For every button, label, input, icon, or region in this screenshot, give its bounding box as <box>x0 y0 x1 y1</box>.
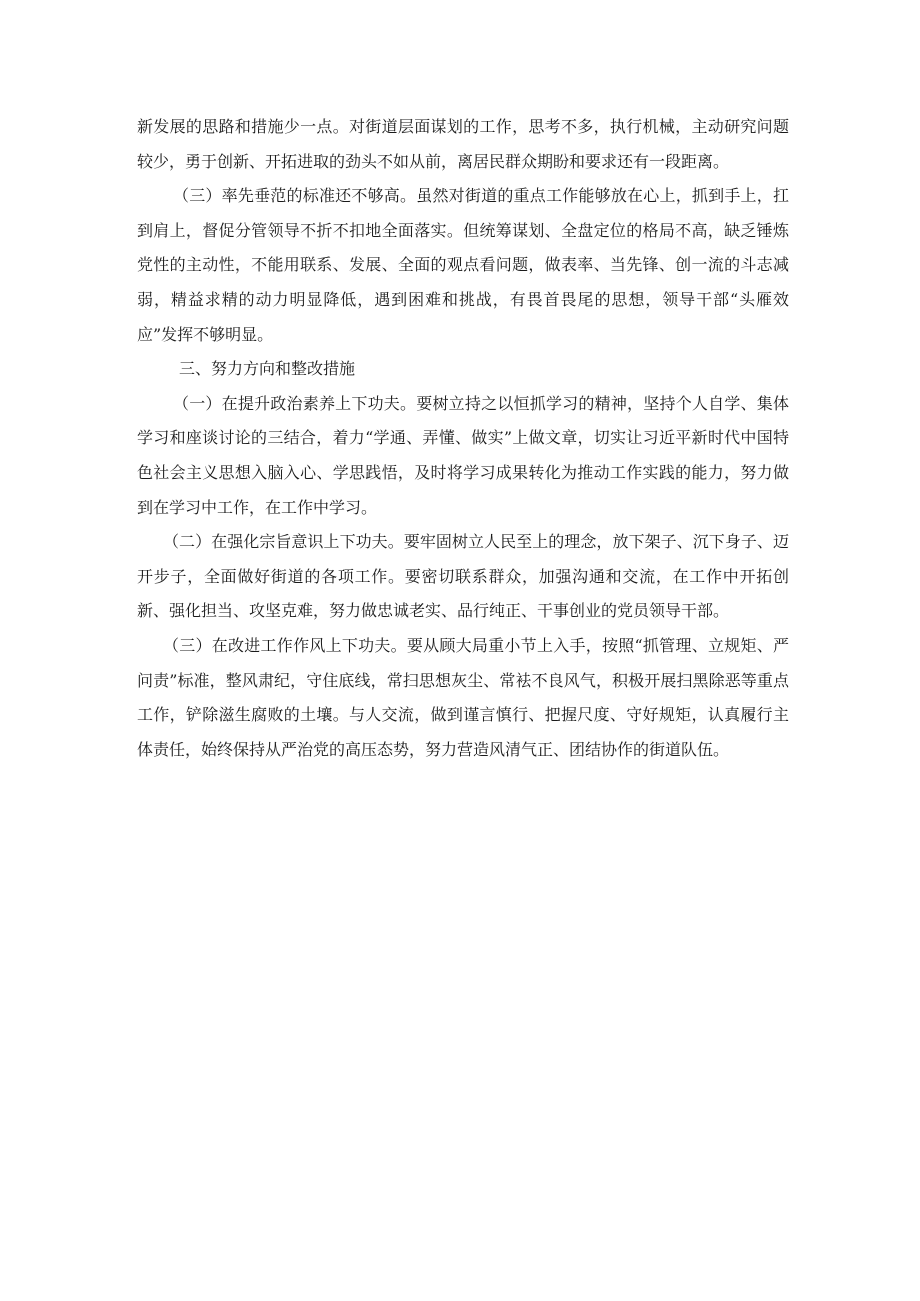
paragraph-leading-by-example: （三）率先垂范的标准还不够高。虽然对街道的重点工作能够放在心上，抓到手上，扛到肩上，督促分管领导不折不扣地全面落实。但统筹谋划、全盘定位的格局不高，缺乏锤炼党性的主动性，不能用联系、发展、全面的观点看问题，做表率、当先锋、创一流的斗志减弱，精益求精的动力明显降低，遇到困难和挑战，有畏首畏尾的思想，领导干部“头雁效应”发挥不够明显。 <box>137 186 789 344</box>
section-heading-improvement-measures: 三、努力方向和整改措施 <box>179 359 356 379</box>
document-body <box>137 110 789 767</box>
paragraph-work-style: （三）在改进工作作风上下功夫。要从顾大局重小节上入手，按照“抓管理、立规矩、严问责”标准，整风肃纪，守住底线，常扫思想灰尘、常袪不良风气，积极开展扫黑除恶等重点工作，铲除滋生腐败的土壤。与人交流，做到谨言慎行、把握尺度、守好规矩，认真履行主体责任，始终保持从严治党的高压态势，努力营造风清气正、团结协作的街道队伍。 <box>137 635 789 759</box>
paragraph-purpose-awareness: （二）在强化宗旨意识上下功夫。要牢固树立人民至上的理念，放下架子、沉下身子、迈开步子，全面做好街道的各项工作。要密切联系群众，加强沟通和交流，在工作中开拓创新、强化担当、攻坚克难，努力做忠诚老实、品行纯正、干事创业的党员领导干部。 <box>137 532 789 621</box>
paragraph-political-literacy: （一）在提升政治素养上下功夫。要树立持之以恒抓学习的精神，坚持个人自学、集体学习和座谈讨论的三结合，着力“学通、弄懂、做实”上做文章，切实让习近平新时代中国特色社会主义思想入脑入心、学思践悟，及时将学习成果转化为推动工作实践的能力，努力做到在学习中工作，在工作中学习。 <box>137 393 789 517</box>
paragraph-continuation: 新发展的思路和措施少一点。对街道层面谋划的工作，思考不多，执行机械，主动研究问题较少，勇于创新、开拓进取的劲头不如从前，离居民群众期盼和要求还有一段距离。 <box>137 117 789 171</box>
